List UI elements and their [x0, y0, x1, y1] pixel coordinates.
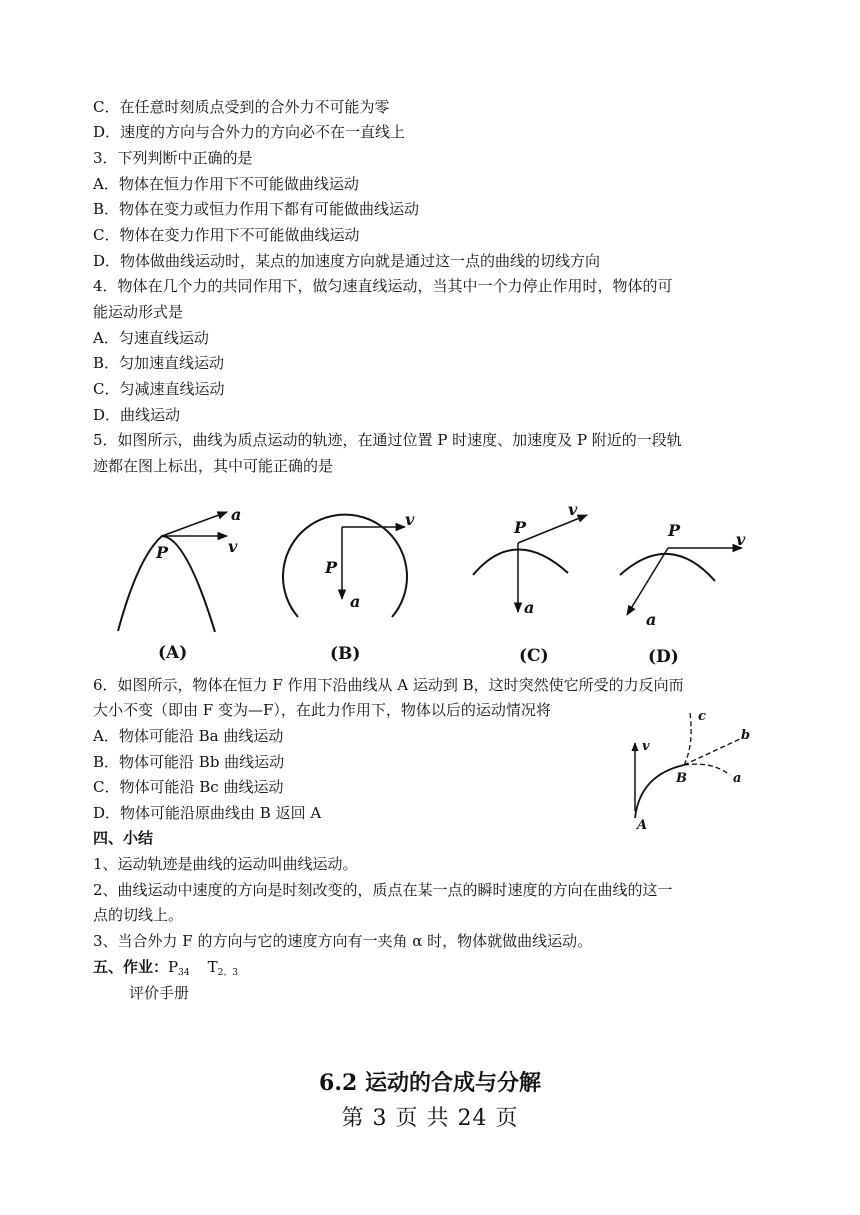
figure-5-trajectories: [100, 495, 780, 670]
option-c-q6: C．物体可能沿 Bc 曲线运动: [93, 778, 284, 796]
question-3: 3．下列判断中正确的是: [93, 149, 253, 167]
label-p: P: [156, 543, 169, 562]
option-d-q3: D．物体做曲线运动时，某点的加速度方向就是通过这一点的曲线的切线方向: [93, 252, 601, 270]
homework-page-number: 34: [178, 968, 190, 978]
caption-a: (A): [158, 643, 188, 663]
label-a-point: A: [637, 818, 648, 833]
option-d-q4: D．曲线运动: [93, 406, 181, 424]
question-6-cont: 大小不变（即由 F 变为—F），在此力作用下，物体以后的运动情况将: [93, 701, 551, 719]
figure-6-trajectory: [620, 705, 770, 835]
label-a: a: [350, 592, 361, 611]
diagram-c: [473, 500, 587, 666]
option-c-q3: C．物体在变力作用下不可能做曲线运动: [93, 226, 360, 244]
diagram-b: [283, 510, 415, 664]
summary-2: 2、曲线运动中速度的方向是时刻改变的，质点在某一点的瞬时速度的方向在曲线的这一: [93, 881, 673, 899]
summary-2-cont: 点的切线上。: [93, 906, 184, 924]
option-c-q4: C．匀减速直线运动: [93, 380, 225, 398]
summary-3: 3、当合外力 F 的方向与它的速度方向有一夹角 α 时，物体就做曲线运动。: [93, 932, 593, 950]
option-a-q3: A．物体在恒力作用下不可能做曲线运动: [93, 175, 359, 193]
homework-line: [93, 957, 238, 983]
option-b-q4: B．匀加速直线运动: [93, 354, 225, 372]
homework-task-numbers: 2、3: [217, 968, 239, 978]
label-p: P: [514, 518, 527, 537]
label-branch-a: a: [733, 771, 742, 786]
question-6: 6．如图所示，物体在恒力 F 作用下沿曲线从 A 运动到 B，这时突然使它所受的力反向而: [93, 676, 684, 694]
option-a-q4: A．匀速直线运动: [93, 329, 209, 347]
label-p: P: [325, 558, 338, 577]
label-v: v: [642, 739, 650, 754]
homework-workbook: 评价手册: [129, 984, 190, 1002]
diagram-d: [620, 521, 746, 667]
label-v: v: [228, 537, 238, 556]
label-branch-c: c: [698, 709, 706, 724]
option-b-q3: B．物体在变力或恒力作用下都有可能做曲线运动: [93, 200, 420, 218]
option-a-q6: A．物体可能沿 Ba 曲线运动: [93, 727, 284, 745]
caption-b: (B): [330, 644, 361, 664]
question-4: 4．物体在几个力的共同作用下，做匀速直线运动，当其中一个力停止作用时，物体的可: [93, 277, 673, 295]
homework-task: T: [207, 958, 218, 976]
diagram-a: [118, 505, 241, 663]
label-p: P: [668, 521, 681, 540]
label-branch-b: b: [741, 728, 751, 743]
summary-heading: 四、小结: [93, 829, 154, 847]
page-footer: 第 3 页 共 24 页: [341, 1106, 519, 1131]
option-d-q6: D．物体可能沿原曲线由 B 返回 A: [93, 804, 322, 822]
homework-page: P: [168, 958, 179, 976]
question-4-cont: 能运动形式是: [93, 303, 184, 321]
question-5: 5．如图所示，曲线为质点运动的轨迹，在通过位置 P 时速度、加速度及 P 附近的一段轨: [93, 431, 682, 449]
label-v: v: [736, 530, 746, 549]
section-title: 6.2 运动的合成与分解: [319, 1070, 541, 1096]
label-a: a: [646, 610, 657, 629]
option-c-q2: C．在任意时刻质点受到的合外力不可能为零: [93, 98, 390, 116]
question-5-cont: 迹都在图上标出，其中可能正确的是: [93, 457, 334, 475]
option-b-q6: B．物体可能沿 Bb 曲线运动: [93, 753, 285, 771]
label-v: v: [568, 500, 578, 519]
label-a: a: [524, 598, 535, 617]
label-b-point: B: [676, 771, 687, 786]
label-a: a: [231, 505, 242, 524]
summary-1: 1、运动轨迹是曲线的运动叫曲线运动。: [93, 855, 358, 873]
caption-c: (C): [519, 646, 549, 666]
label-v: v: [405, 510, 415, 529]
caption-d: (D): [648, 647, 679, 667]
homework-label: 五、作业：: [93, 958, 169, 976]
option-d-q2: D．速度的方向与合外力的方向必不在一直线上: [93, 123, 406, 141]
